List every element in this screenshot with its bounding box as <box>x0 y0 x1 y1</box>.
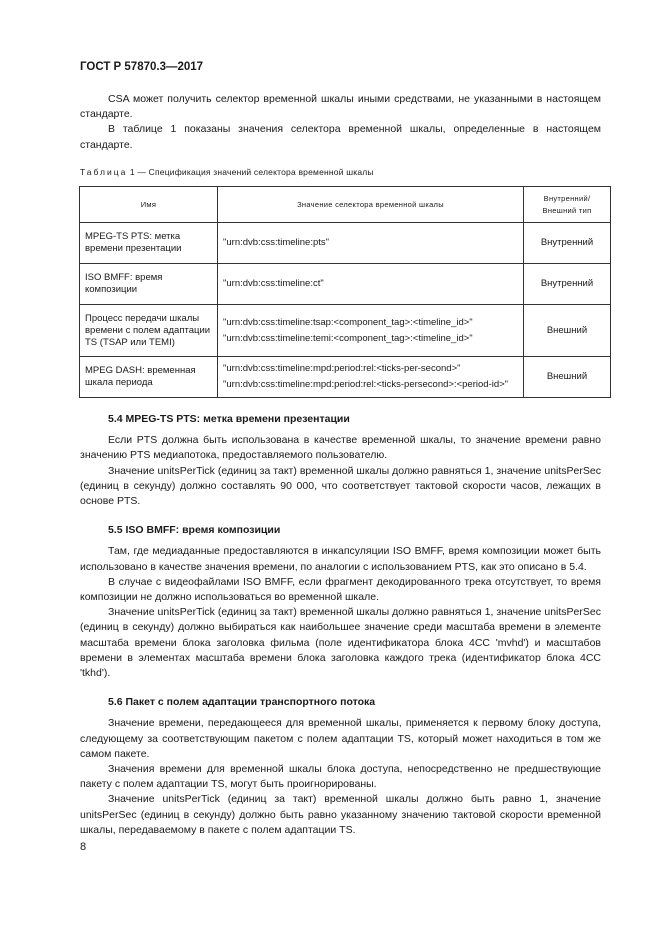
section-paragraph: Значение времени, передающееся для временной шкалы, применяется к первому блоку доступа, следующему за соответствующим пакетом с полем адаптации TS, который может находиться в том же самом пакете. <box>80 717 601 760</box>
selector-value: "urn:dvb:css:timeline:tsap:<component_tag>:<timeline_id>" <box>223 316 473 328</box>
table-row <box>80 223 611 264</box>
timeline-selector-table <box>79 186 611 398</box>
table-caption-label: Таблица <box>80 166 128 177</box>
row-type: Внутренний <box>524 223 611 264</box>
row-name: ISO BMFF: время композиции <box>80 264 218 305</box>
header-value: Значение селектора временной шкалы <box>218 187 524 223</box>
selector-value: "urn:dvb:css:timeline:mpd:period:rel:<ticks-persecond>:<period-id>" <box>223 379 509 391</box>
section-heading: 5.6 Пакет с полем адаптации транспортного потока <box>108 696 376 709</box>
selector-value: "urn:dvb:css:timeline:mpd:period:rel:<ticks-per-second>" <box>223 363 461 375</box>
page-number: 8 <box>80 841 87 853</box>
intro-paragraph: CSA может получить селектор временной шкалы иными средствами, не указанными в настоящем стандарте. <box>80 93 601 121</box>
row-value <box>218 305 524 357</box>
section-heading: 5.4 MPEG-TS PTS: метка времени презентации <box>108 413 350 426</box>
row-type: Внутренний <box>524 264 611 305</box>
table-row <box>80 357 611 398</box>
header-type: Внутренний/ Внешний тип <box>524 187 611 223</box>
section-paragraph: Значения времени для временной шкалы блока доступа, непосредственно не предшествующие пакету с полем адаптации TS, могут быть проигнорированы. <box>80 763 601 791</box>
row-value <box>218 357 524 398</box>
section-heading: 5.5 ISO BMFF: время композиции <box>108 524 281 537</box>
row-value <box>218 223 524 264</box>
section-paragraph: Там, где медиаданные предоставляются в инкапсуляции ISO BMFF, время композиции может быть использовано в качестве значения времени, по аналогии с использованием PTS, как это описано в 5.4. <box>80 545 601 573</box>
table-caption-title: 1 — Спецификация значений селектора временной шкалы <box>127 166 374 177</box>
row-name: MPEG-TS PTS: метка времени презентации <box>80 223 218 264</box>
row-type: Внешний <box>524 305 611 357</box>
page-content <box>80 92 601 838</box>
row-name: MPEG DASH: временная шкала периода <box>80 357 218 398</box>
section-paragraph: Значение unitsPerTick (единиц за такт) временной шкалы должно равняться 1, значение unitsPerSec (единиц в секунду) должно выбираться как наибольшее значение среди масштаба времени в элементе масштаба времени блока заголовка фильма (поле идентификатора блока 4CC 'mvhd') и масштабов времени в элементах масштаба времени блока заголовка каждого трека (идентификатор блока 4CC 'tkhd'). <box>80 606 601 680</box>
document-header: ГОСТ Р 57870.3—2017 <box>80 61 204 73</box>
section-paragraph: В случае с видеофайлами ISO BMFF, если фрагмент декодированного трека отсутствует, то время композиции не должно использоваться во временной шкале. <box>80 575 601 604</box>
section-paragraph: Если PTS должна быть использована в качестве временной шкалы, то значение времени равно значению PTS медиапотока, предоставляемого пользователю. <box>80 434 601 462</box>
selector-value: "urn:dvb:css:timeline:pts" <box>223 237 330 249</box>
row-value <box>218 264 524 305</box>
selector-value: "urn:dvb:css:timeline:ct" <box>223 278 324 290</box>
section-paragraph: Значение unitsPerTick (единиц за такт) временной шкалы должно равняться 1, значение unitsPerSec (единиц в секунду) должно составлять 90 000, что соответствует тактовой скорости часов, лежащих в основе PTS. <box>80 464 601 508</box>
row-name: Процесс передачи шкалы времени с полем адаптации TS (TSAP или TEMI) <box>80 305 218 357</box>
intro-paragraph: В таблице 1 показаны значения селектора временной шкалы, определенные в настоящем стандарте. <box>80 123 601 151</box>
section-paragraph: Значение unitsPerTick (единиц за такт) временной шкалы должно быть равно 1, значение unitsPerSec (единиц в секунду) должно быть равно указанному значению тактовой скорости временной шкалы, передаваемому в пакете с полем адаптации TS. <box>80 793 601 836</box>
table-caption <box>80 165 601 180</box>
table-row <box>80 264 611 305</box>
selector-value: "urn:dvb:css:timeline:temi:<component_tag>:<timeline_id>" <box>223 332 473 344</box>
table-row <box>80 305 611 357</box>
row-type: Внешний <box>524 357 611 398</box>
table-header-row <box>80 187 611 223</box>
header-name: Имя <box>80 187 218 223</box>
